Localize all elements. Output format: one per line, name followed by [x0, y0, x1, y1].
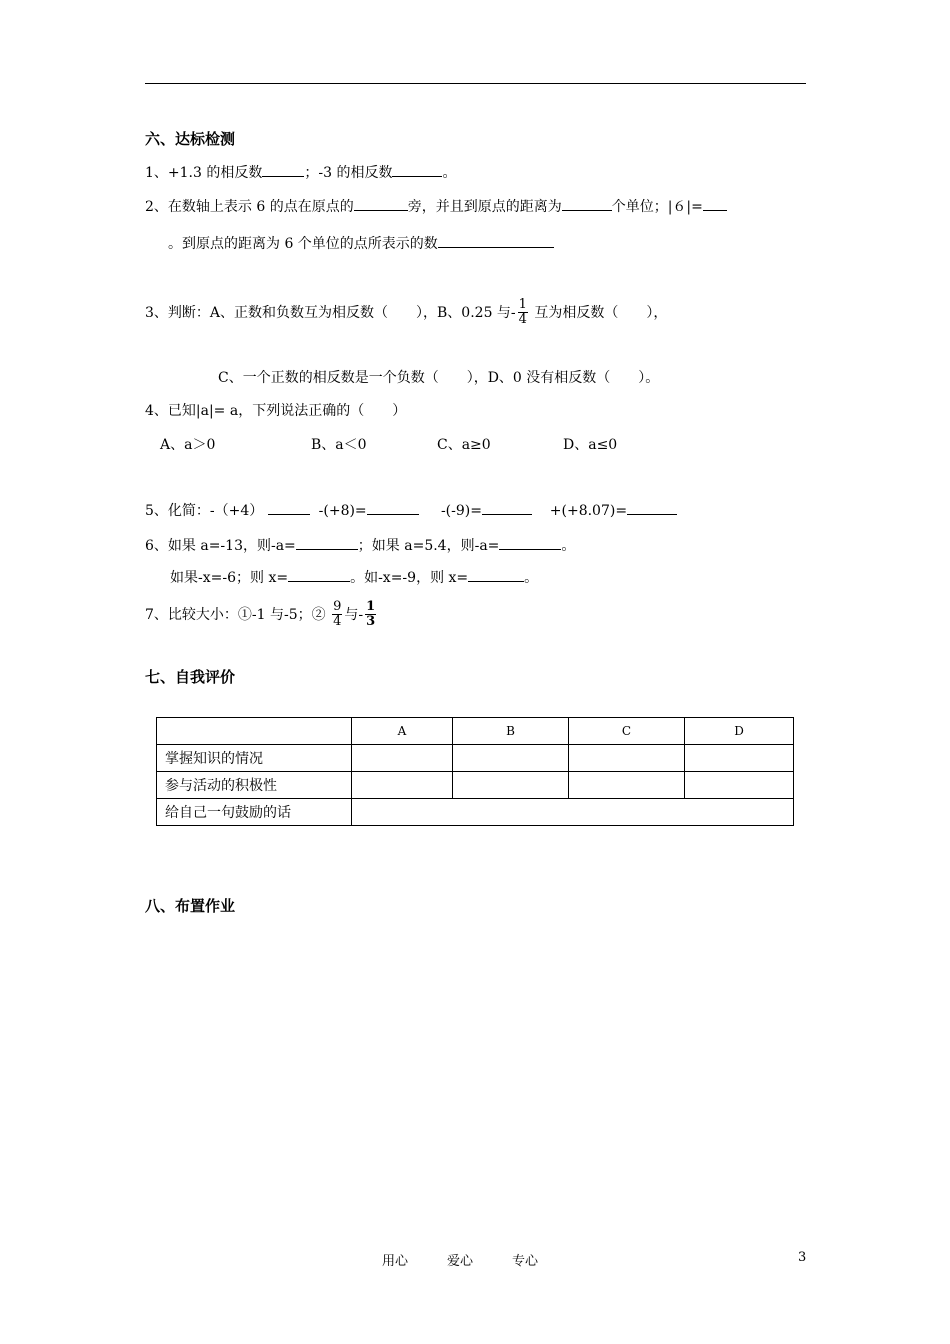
table-cell[interactable]: [352, 772, 453, 799]
question-4-option-a: A、a＞0: [160, 437, 216, 453]
blank: [468, 567, 524, 582]
blank: [288, 567, 350, 582]
footer-right: 专心: [512, 1254, 539, 1269]
question-6: 6、如果 a=-13，则-a= ；如果 a=5.4，则-a= 。: [145, 535, 575, 555]
table-row-label: 给自己一句鼓励的话: [157, 799, 352, 826]
table-header-cell: [157, 718, 352, 745]
blank: [438, 233, 554, 248]
section-7-heading: 七、自我评价: [145, 668, 236, 686]
question-4-stem: 4、已知|a|= a，下列说法正确的（ ）: [145, 403, 407, 419]
blank: [627, 500, 677, 515]
self-evaluation-table: [156, 717, 794, 826]
table-cell[interactable]: [352, 745, 453, 772]
table-row: [157, 772, 794, 799]
blank: [482, 500, 532, 515]
table-row: [157, 718, 794, 745]
table-header-cell: B: [453, 718, 569, 745]
blank: [703, 196, 727, 211]
fraction: $\frac{1}{4}$: [518, 297, 527, 328]
table-header-cell: D: [685, 718, 794, 745]
table-header-cell: C: [569, 718, 685, 745]
blank: [392, 162, 442, 177]
table-cell[interactable]: [453, 772, 569, 799]
table-cell[interactable]: [685, 772, 794, 799]
question-2-continued: 。到原点的距离为 6 个单位的点所表示的数: [168, 233, 554, 253]
blank: [354, 196, 408, 211]
question-3: 3、判断：A、正数和负数互为相反数（ ），B、0.25 与- $\frac{1}{4}$ 互为相反数（ ），: [145, 297, 668, 328]
question-1: 1、+1.3 的相反数 ；-3 的相反数 。: [145, 162, 456, 182]
footer-middle: 爱心: [447, 1254, 474, 1269]
section-8-heading: 八、布置作业: [145, 897, 236, 915]
fraction: $\frac{9}{4}$: [333, 599, 342, 630]
page-number: 3: [798, 1250, 807, 1265]
question-4-option-d: D、a≤0: [563, 437, 618, 453]
question-2: 2、在数轴上表示 6 的点在原点的 旁，并且到原点的距离为 个单位；|６|=: [145, 196, 727, 216]
table-row-label: 参与活动的积极性: [157, 772, 352, 799]
question-7: 7、比较大小：①-1 与-5；② $\frac{9}{4}$ 与- $\frac{1}{3}$: [145, 599, 376, 630]
table-cell[interactable]: [569, 772, 685, 799]
section-6-heading: 六、达标检测: [145, 130, 236, 148]
table-cell[interactable]: [685, 745, 794, 772]
table-cell[interactable]: [352, 799, 794, 826]
table-row: [157, 799, 794, 826]
table-header-cell: A: [352, 718, 453, 745]
blank: [296, 535, 358, 550]
question-4-option-b: B、a＜0: [311, 437, 367, 453]
table-row: [157, 745, 794, 772]
header-rule: [145, 83, 806, 84]
question-4-option-c: C、a≥0: [437, 437, 491, 453]
table-cell[interactable]: [569, 745, 685, 772]
blank: [562, 196, 612, 211]
fraction: $\frac{1}{3}$: [366, 599, 376, 630]
blank: [499, 535, 561, 550]
footer-left: 用心: [382, 1254, 409, 1269]
blank: [262, 162, 304, 177]
question-6-continued: 如果-x=-6；则 x= 。如-x=-9，则 x= 。: [170, 567, 538, 587]
table-cell[interactable]: [453, 745, 569, 772]
question-5: 5、化简：-（+4） -(+8)= -(-9)= +(+8.07)=: [145, 500, 677, 520]
blank: [268, 500, 310, 515]
blank: [367, 500, 419, 515]
question-3-continued: C、一个正数的相反数是一个负数（ ），D、0 没有相反数（ ）。: [218, 370, 660, 386]
table-row-label: 掌握知识的情况: [157, 745, 352, 772]
